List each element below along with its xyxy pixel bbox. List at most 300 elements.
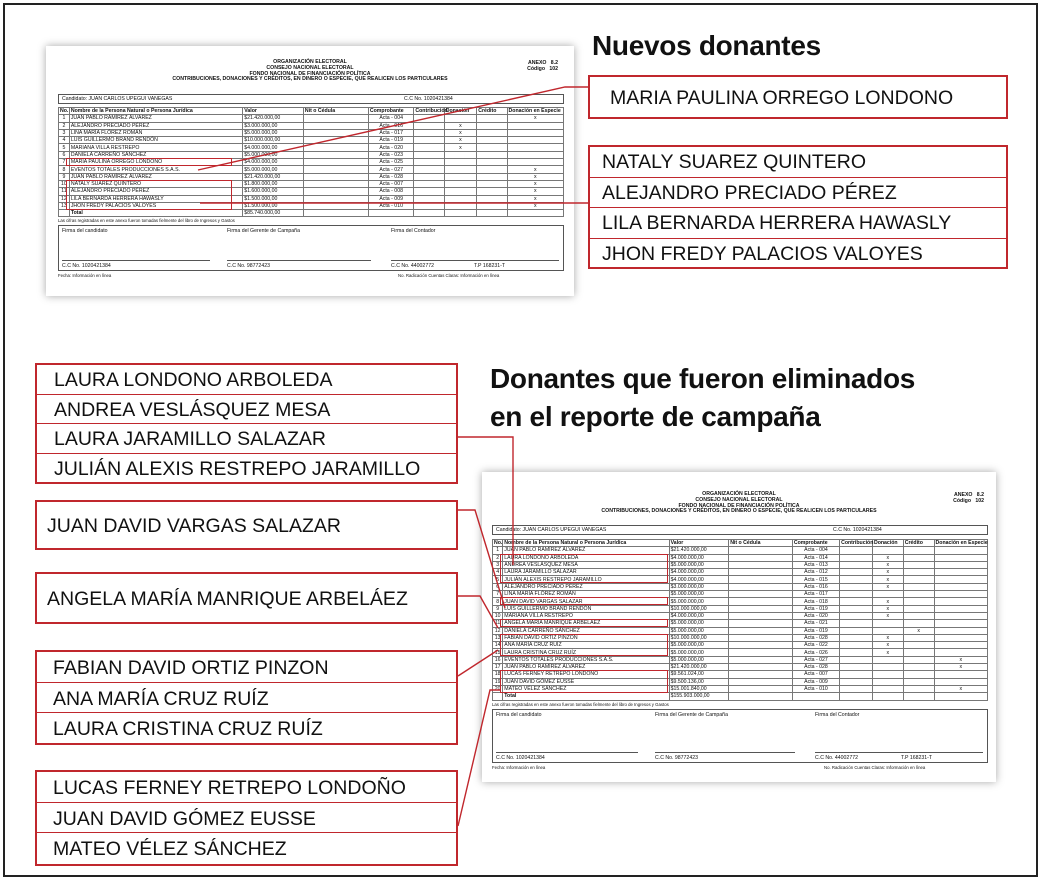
- table-cell: [303, 166, 368, 173]
- table-cell: [444, 159, 477, 166]
- table-cell: JULIÁN ALEXIS RESTREPO JARAMILLO: [503, 576, 669, 583]
- column-header: Nombre de la Persona Natural o Persona Jurídica: [69, 108, 242, 115]
- table-cell: [934, 576, 987, 583]
- table-cell: JUAN DAVID VARGAS SALAZAR: [503, 598, 669, 605]
- doc-header: [46, 60, 574, 83]
- table-cell: [903, 547, 934, 554]
- callout-nuevos-group: [588, 145, 1008, 269]
- table-cell: [477, 159, 507, 166]
- table-cell: [903, 685, 934, 692]
- table-cell: $4.000.000,00: [669, 554, 729, 561]
- table-cell: [729, 561, 793, 568]
- table-cell: 19: [493, 678, 503, 685]
- campaign-report-revised: [482, 472, 996, 782]
- candidate-name: Candidato: JUAN CARLOS UPEGUI VANEGAS: [496, 527, 607, 533]
- table-cell: Acta - 019: [792, 627, 839, 634]
- table-cell: Acta - 016: [368, 122, 414, 129]
- table-cell: x: [903, 627, 934, 634]
- doc-fecha: Fecha: Información en línea: [58, 273, 112, 278]
- row-highlight: [500, 554, 668, 583]
- table-cell: $5.000.000,00: [669, 591, 729, 598]
- table-cell: [507, 129, 563, 136]
- table-header-row: [59, 108, 564, 115]
- table-cell: Acta - 022: [792, 642, 839, 649]
- table-cell: [903, 612, 934, 619]
- column-header: Contribución: [841, 540, 874, 547]
- table-cell: 10: [493, 612, 503, 619]
- table-cell: [477, 151, 507, 158]
- anexo-label: ANEXO: [954, 492, 973, 498]
- table-cell: [477, 115, 507, 122]
- table-cell: x: [872, 561, 903, 568]
- table-cell: [303, 180, 368, 187]
- table-cell: $4.000.000,00: [669, 569, 729, 576]
- table-cell: [477, 188, 507, 195]
- table-cell: LINA MARÍA FLÓREZ ROMÁN: [69, 129, 242, 136]
- table-cell: $10.000.000,00: [669, 605, 729, 612]
- table-cell: JUAN PABLO RAMÍREZ ÁLVAREZ: [503, 547, 669, 554]
- table-cell: [729, 569, 793, 576]
- codigo-label: Código: [527, 66, 546, 72]
- table-cell: [934, 642, 987, 649]
- signature-line: [62, 260, 210, 261]
- table-row: [59, 144, 564, 151]
- table-cell: 17: [493, 664, 503, 671]
- column-header: Valor: [669, 540, 729, 547]
- callout-name: JULIÁN ALEXIS RESTREPO JARAMILLO: [37, 453, 456, 483]
- table-cell: x: [934, 664, 987, 671]
- signature-line: [815, 752, 983, 753]
- cc-candidato: C.C No. 1020421384: [62, 263, 111, 269]
- table-cell: Acta - 018: [792, 598, 839, 605]
- table-cell: [729, 642, 793, 649]
- table-header-row: [493, 540, 988, 547]
- table-cell: [903, 664, 934, 671]
- callout-name: LAURA LONDONO ARBOLEDA: [54, 369, 333, 391]
- table-cell: [934, 569, 987, 576]
- table-cell: $21.420.000,00: [243, 115, 304, 122]
- table-cell: x: [872, 569, 903, 576]
- table-cell: [414, 166, 444, 173]
- table-cell: [934, 649, 987, 656]
- table-cell: ÁNGELA MARÍA MANRIQUE ARBELÁEZ: [503, 620, 669, 627]
- table-cell: LUIS GUILLERMO BRAND RENDÓN: [69, 137, 242, 144]
- table-cell: x: [507, 195, 563, 202]
- callout-name: ANDREA VESLÁSQUEZ MESA: [37, 394, 456, 424]
- table-cell: [729, 620, 793, 627]
- table-cell: [934, 627, 987, 634]
- table-cell: [303, 202, 368, 209]
- table-cell: ANA MARÍA CRUZ RUÍZ: [503, 642, 669, 649]
- doc-header-line: ORGANIZACIÓN ELECTORAL: [273, 59, 347, 65]
- table-cell: JUAN PABLO RAMÍREZ ÁLVAREZ: [69, 173, 242, 180]
- table-cell: $9.561.024,00: [669, 671, 729, 678]
- table-cell: $21.420.000,00: [669, 664, 729, 671]
- table-cell: [444, 151, 477, 158]
- table-cell: [872, 627, 903, 634]
- callout-name: JUAN DAVID GÓMEZ EUSSE: [37, 802, 456, 833]
- table-cell: 8: [59, 166, 70, 173]
- table-cell: 2: [493, 554, 503, 561]
- table-cell: [934, 605, 987, 612]
- table-cell: $15.001.840,00: [669, 685, 729, 692]
- doc-radicacion: No. Radicación Cuentas Claras: Información en línea: [398, 273, 500, 278]
- table-cell: [903, 605, 934, 612]
- column-header: Nit o Cédula: [729, 540, 793, 547]
- table-cell: $21.420.000,00: [669, 547, 729, 554]
- table-row: [59, 115, 564, 122]
- table-cell: [729, 634, 793, 641]
- row-highlight: [500, 670, 668, 693]
- table-cell: 16: [493, 656, 503, 663]
- table-cell: 1: [493, 547, 503, 554]
- candidate-name: Candidato: JUAN CARLOS UPEGUI VANEGAS: [62, 96, 173, 102]
- table-cell: 6: [59, 151, 70, 158]
- table-cell: $1.600.000,00: [243, 188, 304, 195]
- table-cell: [729, 649, 793, 656]
- table-cell: [477, 173, 507, 180]
- heading-line-1: Donantes que fueron eliminados: [490, 363, 916, 394]
- total-value: $85.740.000,00: [243, 210, 304, 217]
- tp-contador: T.P 168231-T: [901, 755, 933, 761]
- table-cell: [729, 664, 793, 671]
- table-cell: 1: [59, 115, 70, 122]
- total-row: [59, 210, 564, 217]
- table-cell: [303, 129, 368, 136]
- doc-header-line: CONTRIBUCIONES, DONACIONES Y CRÉDITOS, EN DINERO O ESPECIE, QUE REALICEN LOS PARTICULARES: [172, 76, 448, 83]
- table-cell: LILA BERNARDA HERRERA HAWASLY: [69, 195, 242, 202]
- table-cell: [303, 173, 368, 180]
- table-cell: [414, 151, 444, 158]
- table-cell: $5.000.000,00: [243, 151, 304, 158]
- table-cell: ALEJANDRO PRECIADO PÉREZ: [69, 188, 242, 195]
- cc-contador: C.C No. 44002772: [815, 755, 858, 761]
- codigo-value: 102: [549, 66, 558, 72]
- codigo-label: Código: [953, 498, 972, 504]
- cc-gerente: C.C No. 98772423: [227, 263, 270, 269]
- table-cell: $1.500.000,00: [243, 195, 304, 202]
- doc-header-line: FONDO NACIONAL DE FINANCIACIÓN POLÍTICA: [678, 502, 800, 509]
- table-cell: [934, 547, 987, 554]
- sig-gerente-label: Firma del Gerente de Campaña: [655, 712, 728, 718]
- table-cell: Acta - 023: [368, 151, 414, 158]
- table-cell: [414, 122, 444, 129]
- table-cell: Acta - 012: [792, 569, 839, 576]
- table-cell: $5.000.000,00: [669, 620, 729, 627]
- doc-header: [482, 492, 996, 515]
- table-cell: NATALY SUÁREZ QUINTERO: [69, 180, 242, 187]
- table-cell: Acta - 028: [368, 173, 414, 180]
- table-cell: [303, 195, 368, 202]
- table-cell: LUIS GUILLERMO BRAND RENDÓN: [503, 605, 669, 612]
- signature-line: [391, 260, 559, 261]
- table-cell: Acta - 008: [368, 188, 414, 195]
- table-cell: MARIA PAULINA ORREGO LONDOÑO: [69, 159, 242, 166]
- table-cell: EVENTOS TOTALES PRODUCCIONES S.A.S.: [503, 656, 669, 663]
- table-row: [493, 656, 988, 663]
- table-cell: [729, 671, 793, 678]
- table-cell: [414, 195, 444, 202]
- table-cell: Acta - 007: [368, 180, 414, 187]
- doc-header-line: ORGANIZACIÓN ELECTORAL: [702, 491, 776, 497]
- campaign-report-original: [46, 46, 574, 296]
- table-cell: [729, 678, 793, 685]
- table-cell: 4: [493, 569, 503, 576]
- table-cell: 14: [493, 642, 503, 649]
- table-cell: LAURA JARAMILLO SALAZAR: [503, 569, 669, 576]
- table-cell: [477, 137, 507, 144]
- table-cell: x: [507, 115, 563, 122]
- table-cell: ANDREA VESLÁSQUEZ MESA: [503, 561, 669, 568]
- table-cell: [729, 591, 793, 598]
- table-cell: 3: [59, 129, 70, 136]
- table-cell: [477, 180, 507, 187]
- table-row: [59, 129, 564, 136]
- row-highlight: [500, 619, 668, 627]
- table-cell: $5.000.000,00: [669, 649, 729, 656]
- sig-candidato-label: Firma del candidato: [496, 712, 542, 718]
- table-cell: $5.000.000,00: [669, 642, 729, 649]
- table-cell: [477, 195, 507, 202]
- table-cell: [840, 569, 873, 576]
- table-cell: 13: [493, 634, 503, 641]
- table-cell: [903, 591, 934, 598]
- total-value: $155.903.000,00: [669, 693, 729, 700]
- table-cell: JHON FREDY PALACIOS VALOYES: [69, 202, 242, 209]
- sig-candidato-label: Firma del candidato: [62, 228, 108, 234]
- table-cell: [729, 547, 793, 554]
- table-cell: [840, 605, 873, 612]
- table-cell: [477, 122, 507, 129]
- table-cell: [872, 547, 903, 554]
- callout-name: LAURA JARAMILLO SALAZAR: [37, 423, 456, 453]
- table-cell: [729, 583, 793, 590]
- table-cell: 7: [59, 159, 70, 166]
- table-cell: [903, 569, 934, 576]
- table-cell: [414, 188, 444, 195]
- table-cell: 12: [493, 627, 503, 634]
- table-cell: [903, 642, 934, 649]
- table-cell: [840, 620, 873, 627]
- table-cell: [934, 598, 987, 605]
- table-cell: ALEJANDRO PRECIADO PÉREZ: [503, 583, 669, 590]
- table-cell: [872, 671, 903, 678]
- table-cell: Acta - 020: [792, 612, 839, 619]
- table-cell: LINA MARÍA FLÓREZ ROMÁN: [503, 591, 669, 598]
- table-cell: FABIAN DAVID ORTIZ PINZÓN: [503, 634, 669, 641]
- table-cell: $21.420.000,00: [243, 173, 304, 180]
- table-cell: [840, 598, 873, 605]
- table-cell: 12: [59, 195, 70, 202]
- table-cell: $5.000.000,00: [669, 561, 729, 568]
- callout-name: LUCAS FERNEY RETREPO LONDOÑO: [53, 777, 406, 799]
- column-header: Comprobante: [368, 108, 414, 115]
- table-row: [59, 166, 564, 173]
- table-cell: [934, 612, 987, 619]
- table-cell: [872, 678, 903, 685]
- table-cell: 5: [493, 576, 503, 583]
- table-cell: [840, 576, 873, 583]
- table-cell: [303, 151, 368, 158]
- table-cell: [414, 173, 444, 180]
- table-cell: Acta - 004: [368, 115, 414, 122]
- column-header: Valor: [243, 108, 304, 115]
- table-cell: [872, 656, 903, 663]
- callout-eliminados-group4: [35, 650, 458, 745]
- table-cell: ALEJANDRO PRECIADO PÉREZ: [69, 122, 242, 129]
- sig-contador-label: Firma del Contador: [815, 712, 860, 718]
- table-cell: [303, 159, 368, 166]
- table-cell: x: [872, 649, 903, 656]
- table-cell: Acta - 017: [792, 591, 839, 598]
- table-cell: Acta - 017: [368, 129, 414, 136]
- table-cell: Acta - 015: [792, 576, 839, 583]
- table-cell: [729, 612, 793, 619]
- cc-contador: C.C No. 44002772: [391, 263, 434, 269]
- table-cell: x: [507, 173, 563, 180]
- codigo-value: 102: [975, 498, 984, 504]
- column-header: Donación en Especie: [507, 108, 563, 115]
- table-cell: LUCAS FERNEY RETREPO LONDOÑO: [503, 671, 669, 678]
- table-cell: Acta - 026: [792, 649, 839, 656]
- table-cell: [840, 671, 873, 678]
- table-cell: [840, 547, 873, 554]
- table-cell: [477, 202, 507, 209]
- doc-fecha: Fecha: Información en línea: [492, 765, 546, 770]
- doc-anexo: [953, 492, 984, 504]
- table-cell: [840, 612, 873, 619]
- signature-line: [227, 260, 371, 261]
- table-cell: [903, 561, 934, 568]
- table-cell: [934, 583, 987, 590]
- table-cell: $4.000.000,00: [243, 144, 304, 151]
- table-cell: [507, 151, 563, 158]
- table-cell: Acta - 019: [792, 605, 839, 612]
- table-cell: [872, 620, 903, 627]
- table-cell: [840, 634, 873, 641]
- callout-name: LAURA CRISTINA CRUZ RUÍZ: [37, 712, 456, 743]
- tp-contador: T.P 168231-T: [474, 263, 506, 269]
- table-cell: Acta - 028: [792, 664, 839, 671]
- callout-nuevo-orrego: [588, 75, 1008, 119]
- table-cell: [303, 188, 368, 195]
- table-cell: [507, 159, 563, 166]
- table-cell: x: [444, 137, 477, 144]
- table-cell: [934, 561, 987, 568]
- candidate-cc: C.C No. 1020421384: [833, 527, 882, 533]
- table-cell: x: [872, 642, 903, 649]
- table-cell: $1.500.000,00: [243, 202, 304, 209]
- table-cell: [303, 144, 368, 151]
- table-cell: [840, 591, 873, 598]
- table-cell: x: [872, 598, 903, 605]
- table-cell: [729, 598, 793, 605]
- table-cell: [903, 598, 934, 605]
- table-cell: [934, 678, 987, 685]
- table-cell: [840, 561, 873, 568]
- table-cell: [507, 144, 563, 151]
- column-header: Contribución: [415, 108, 448, 115]
- table-cell: $3.000.000,00: [243, 122, 304, 129]
- candidate-cc: C.C No. 1020421384: [404, 96, 453, 102]
- table-row: [59, 122, 564, 129]
- table-cell: [477, 144, 507, 151]
- table-cell: MATEO VÉLEZ SÁNCHEZ: [503, 685, 669, 692]
- doc-candidate-box: [58, 94, 564, 104]
- sig-gerente-label: Firma del Gerente de Campaña: [227, 228, 300, 234]
- row-highlight: [66, 158, 232, 166]
- table-cell: [934, 554, 987, 561]
- table-cell: x: [507, 180, 563, 187]
- table-cell: [303, 137, 368, 144]
- table-cell: Acta - 019: [368, 137, 414, 144]
- table-cell: JUAN DAVID GÓMEZ EUSSE: [503, 678, 669, 685]
- table-cell: [729, 627, 793, 634]
- callout-name: ANGELA MARÍA MANRIQUE ARBELÁEZ: [47, 588, 408, 610]
- table-cell: x: [934, 656, 987, 663]
- doc-header-line: CONTRIBUCIONES, DONACIONES Y CRÉDITOS, EN DINERO O ESPECIE, QUE REALICEN LOS PARTICULARES: [601, 508, 877, 515]
- table-cell: [414, 159, 444, 166]
- table-cell: Acta - 010: [792, 685, 839, 692]
- table-cell: [840, 649, 873, 656]
- table-cell: [729, 554, 793, 561]
- table-cell: 15: [493, 649, 503, 656]
- table-cell: 2: [59, 122, 70, 129]
- table-cell: [840, 685, 873, 692]
- column-header: Comprobante: [792, 540, 839, 547]
- table-cell: [903, 678, 934, 685]
- table-cell: $10.000.000,00: [243, 137, 304, 144]
- table-cell: Acta - 004: [792, 547, 839, 554]
- table-cell: Acta - 028: [792, 634, 839, 641]
- anexo-value: 8.2: [976, 492, 984, 498]
- table-cell: [507, 137, 563, 144]
- table-cell: [934, 591, 987, 598]
- callout-eliminados-group5: [35, 770, 458, 866]
- table-cell: x: [872, 576, 903, 583]
- table-cell: [840, 678, 873, 685]
- table-cell: [444, 166, 477, 173]
- table-cell: [934, 634, 987, 641]
- table-cell: [840, 642, 873, 649]
- table-cell: [903, 656, 934, 663]
- table-cell: EVENTOS TOTALES PRODUCCIONES S.A.S.: [69, 166, 242, 173]
- table-cell: 13: [59, 202, 70, 209]
- anexo-label: ANEXO: [528, 60, 547, 66]
- table-cell: x: [872, 554, 903, 561]
- table-cell: [414, 180, 444, 187]
- table-cell: Acta - 013: [792, 561, 839, 568]
- table-cell: [444, 195, 477, 202]
- signature-box: [492, 709, 988, 763]
- table-cell: x: [444, 129, 477, 136]
- cc-gerente: C.C No. 98772423: [655, 755, 698, 761]
- anexo-value: 8.2: [550, 60, 558, 66]
- callout-eliminados-group3: [35, 572, 458, 624]
- table-cell: [872, 685, 903, 692]
- table-cell: $5.000.000,00: [669, 656, 729, 663]
- table-cell: $4.000.000,00: [243, 159, 304, 166]
- column-header: No.: [60, 108, 69, 115]
- column-header: Crédito: [903, 540, 934, 547]
- table-cell: Acta - 025: [368, 159, 414, 166]
- table-cell: Acta - 027: [368, 166, 414, 173]
- table-cell: [903, 620, 934, 627]
- table-cell: [903, 583, 934, 590]
- table-cell: [507, 122, 563, 129]
- table-cell: [840, 627, 873, 634]
- sig-contador-label: Firma del Contador: [391, 228, 436, 234]
